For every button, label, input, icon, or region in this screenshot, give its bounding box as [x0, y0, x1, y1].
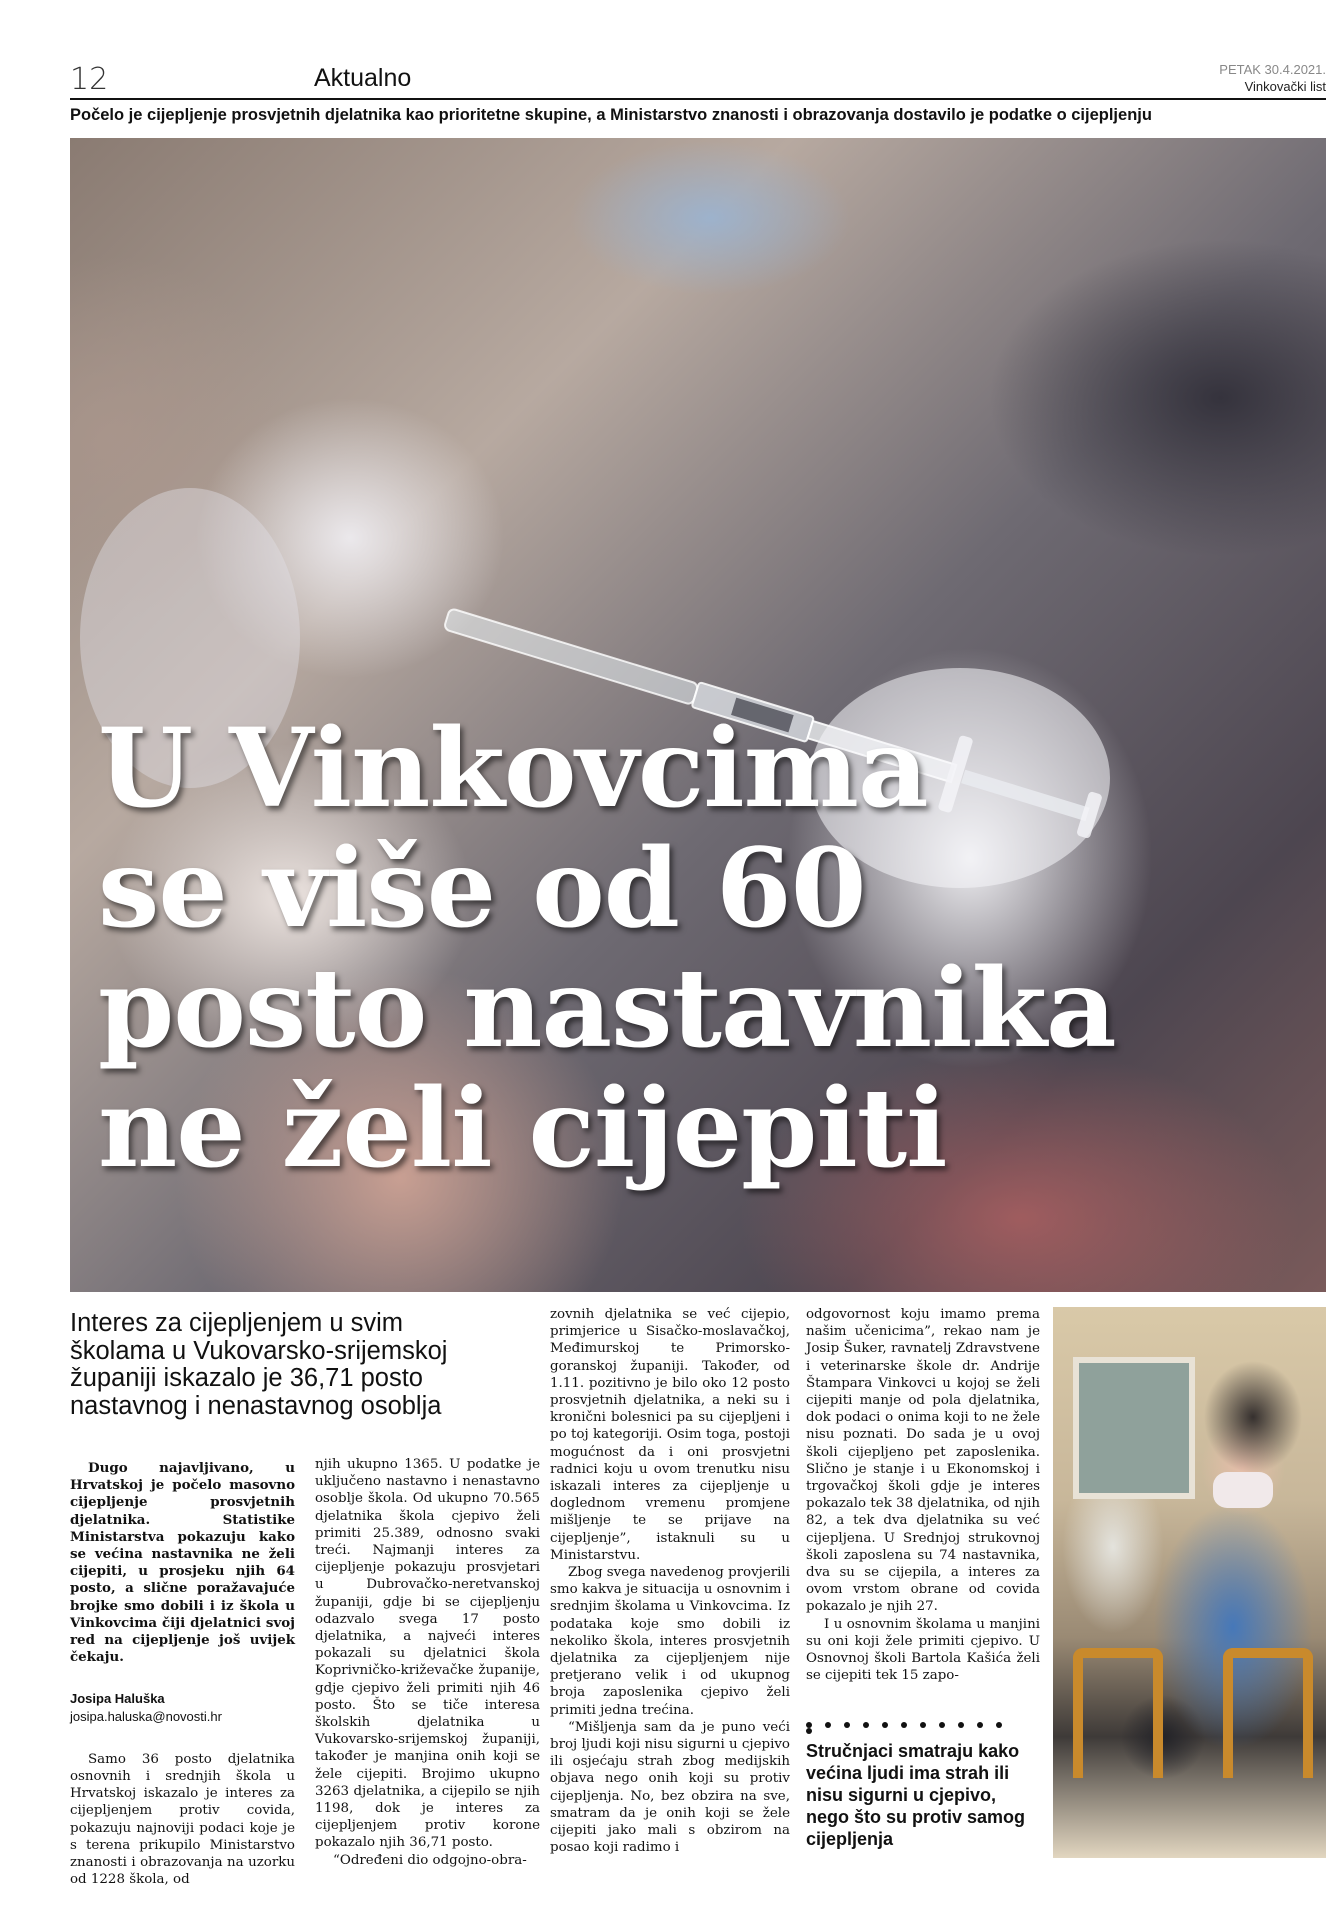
article-lead: Interes za cijepljenjem u svim školama u Vukovarsko-srijemskoj županiji iskazalo je 36,71 posto nastavnog i nenastavnog osoblja	[70, 1309, 448, 1420]
pull-quote: Stručnjaci smatraju kako većina ljudi ima strah ili nisu sigurni u cjepivo, nego što su protiv samog cijepljenja	[806, 1741, 1026, 1849]
headline-line: U Vinkovcima	[98, 704, 928, 832]
paper-name: Vinkovački list	[1244, 79, 1326, 94]
headline-line: posto nastavnika	[98, 944, 1116, 1072]
headline-line: ne želi cijepiti	[98, 1064, 947, 1192]
window-shape	[1073, 1357, 1195, 1499]
pull-quote-dots	[806, 1722, 1030, 1730]
author-name: Josipa Haluška	[70, 1691, 165, 1707]
body-paragraph: Zbog svega navedenog provjerili smo kakva je situacija u osnovnim i srednjim školama u Vinkovcima. Iz podataka koje smo dobili iz nekoliko škola, interes prosvjetnih djelatnika za cijepljenjem nije pretjerano velik i od ukupnog broja zaposlenika cjepivo želi primiti jedna trećina.	[550, 1565, 790, 1718]
issue-date: PETAK 30.4.2021.	[1219, 62, 1326, 77]
body-paragraph: Samo 36 posto djelatnika osnovnih i srednjih škola u Hrvatskoj iskazalo je interes za cijepljenjem protiv covida, pokazuju najnoviji podaci koje je s terena prikupilo Ministarstvo znanosti i obrazovanja na uzorku od 1228 škola, od	[70, 1751, 295, 1888]
headline-line: se više od 60	[98, 824, 866, 952]
article-column-4	[806, 1306, 1040, 1684]
article-supertitle: Počelo je cijepljenje prosvjetnih djelatnika kao prioritetne skupine, a Ministarstvo znanosti i obrazovanja dostavilo je podatke o cijepljenju	[70, 106, 1152, 124]
chair-shape	[1223, 1648, 1313, 1778]
chair-shape	[1073, 1648, 1163, 1778]
article-column-1	[70, 1460, 295, 1888]
section-label: Aktualno	[314, 64, 412, 92]
header-divider	[70, 98, 1326, 100]
article-column-2	[315, 1456, 540, 1869]
body-paragraph: “Mišljenja sam da je puno veći broj ljudi koji nisu sigurni u cjepivo ili osjećaju strah zbog medijskih objava nego onih koji su protiv cijepljenja. No, bez obzira na sve, smatram da je onih koji se žele cijepiti jako mali s obzirom na posao koji radimo i	[550, 1719, 790, 1856]
article-intro: Dugo najavljivano, u Hrvatskoj je počelo masovno cijepljenje prosvjetnih djelatnika. Statistike Ministarstva pokazuju kako se većina nastavnika ne želi cijepiti, u prosjeku njih 64 posto, a slične poražavajuće brojke smo dobili i iz škola u Vinkovcima čiji djelatnici svoj red na cijepljenje još uvijek čekaju.	[70, 1460, 295, 1666]
article-column-3	[550, 1306, 790, 1857]
face-mask-shape	[1213, 1472, 1273, 1508]
side-photo	[1053, 1307, 1326, 1858]
body-paragraph: I u osnovnim školama u manjini su oni koji žele primiti cjepivo. U Osnovnoj školi Bartola Kašića želi se cijepiti tek 15 zapo-	[806, 1616, 1040, 1684]
body-paragraph: “Određeni dio odgojno-obra-	[333, 1852, 527, 1868]
hero-photo	[70, 138, 1326, 1292]
body-paragraph: njih ukupno 1365. U podatke je uključeno nastavno i nenastavno osoblje škola. Od ukupno 70.565 djelatnika škola cjepivo želi primiti 25.389, odnosno svaki treći. Najmanji interes za cijepljenje pokazuju prosvjetari u Dubrovačko-neretvanskoj županiji, gdje bi se cijepljenju odazvalo svega 17 posto djelatnika, a najveći interes pokazali su djelatnici škola Koprivničko-križevačke županije, gdje cjepivo želi primiti njih 46 posto. Što se tiče interesa školskih djelatnika u Vukovarsko-srijemskoj županiji, također je manjina onih koji se žele cijepiti. Brojimo ukupno 3263 djelatnika, a cijepilo se njih 1198, dok je interes za cijepljenjem protiv korone pokazalo njih 36,71 posto.	[315, 1457, 540, 1851]
body-paragraph: odgovornost koju imamo prema našim učenicima”, rekao nam je Josip Šuker, ravnatelj Zdravstvene i veterinarske škole dr. Andrije Štampara Vinkovci u kojoj se želi cijepiti manje od pola djelatnika, dok podaci o onima koji to ne žele nisu poznati. Do sada je u ovoj školi cijepljeno pet zaposlenika. Slično je stanje i u Ekonomskoj i trgovačkoj školi gdje je interes pokazalo tek 38 djelatnika, od njih 82, a tek dva djelatnika su već cijepljena. U Srednjoj strukovnoj školi zaposlena su 74 nastavnika, dva su se cijepila, a interes za ovom vrstom obrane od covida pokazalo je njih 27.	[806, 1307, 1040, 1615]
headline	[98, 704, 1318, 1192]
author-email[interactable]: josipa.haluska@novosti.hr	[70, 1708, 222, 1724]
page-number: 12	[70, 62, 109, 97]
body-paragraph: zovnih djelatnika se već cijepio, primjerice u Sisačko-moslavačkoj, Međimurskoj te Primorsko-goranskoj županiji. Također, od 1.11. pozitivno je bilo oko 12 posto prosvjetnih djelatnika, a neki su i kronični bolesnici pa su cijepljeni i po toj kategoriji. Osim toga, postoji mogućnost da i oni prosvjetni radnici koju u ovom trenutku nisu iskazali interes za cijepljenje u doglednom vremenu promjene mišljenje te se prijave na cijepljenje”, istaknuli su u Ministarstvu.	[550, 1307, 790, 1563]
